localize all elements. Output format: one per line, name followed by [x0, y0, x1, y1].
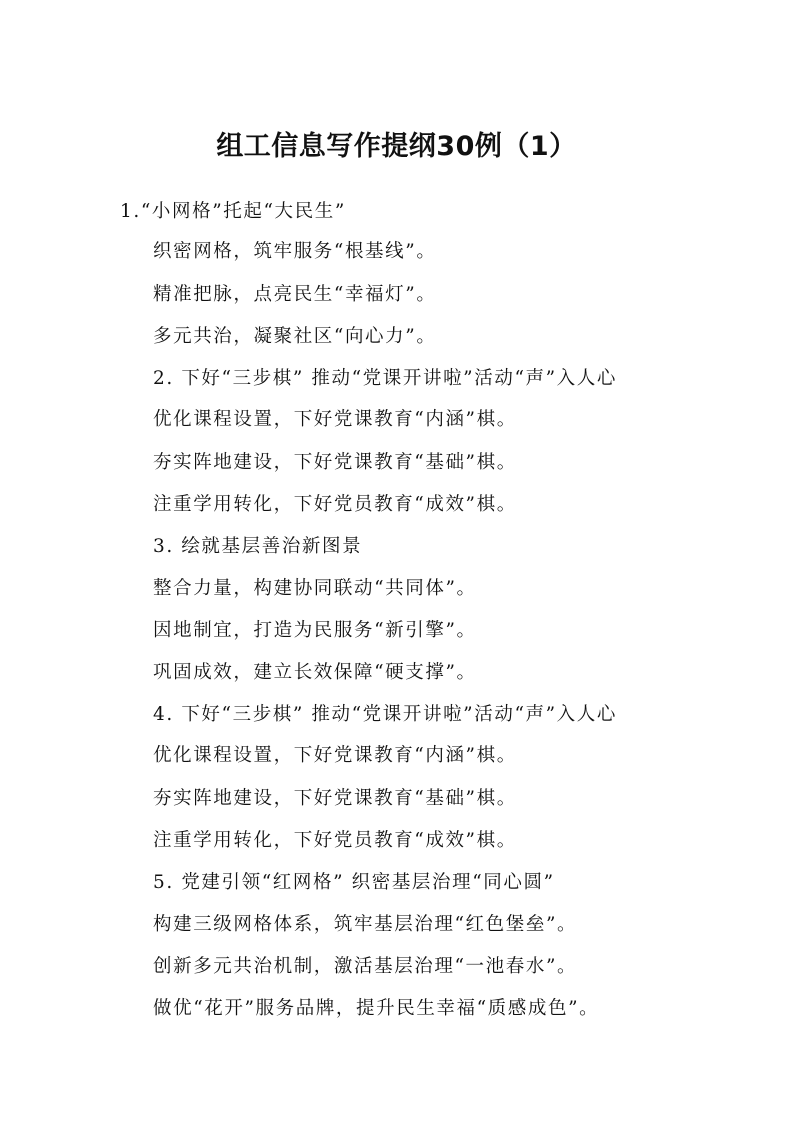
- heading-item-5: 5. 党建引领“红网格” 织密基层治理“同心圆”: [153, 872, 555, 893]
- text-line: 构建三级网格体系，筑牢基层治理“红色堡垒”。: [153, 914, 578, 935]
- heading-item-4: 4. 下好“三步棋” 推动“党课开讲啦”活动“声”入人心: [153, 704, 617, 725]
- heading-item-1: 1.“小网格”托起“大民生”: [120, 201, 346, 222]
- heading-item-2: 2. 下好“三步棋” 推动“党课开讲啦”活动“声”入人心: [153, 368, 617, 389]
- text-line: 夯实阵地建设，下好党课教育“基础”棋。: [153, 788, 517, 809]
- text-line: 注重学用转化，下好党员教育“成效”棋。: [153, 830, 517, 851]
- text-line: 织密网格，筑牢服务“根基线”。: [153, 241, 437, 262]
- text-line: 多元共治，凝聚社区“向心力”。: [153, 326, 437, 347]
- text-line: 因地制宜，打造为民服务“新引擎”。: [153, 620, 477, 641]
- text-line: 夯实阵地建设，下好党课教育“基础”棋。: [153, 452, 517, 473]
- text-line: 优化课程设置，下好党课教育“内涵”棋。: [153, 409, 517, 430]
- text-line: 注重学用转化，下好党员教育“成效”棋。: [153, 494, 517, 515]
- text-line: 精准把脉，点亮民生“幸福灯”。: [153, 284, 437, 305]
- text-line: 整合力量，构建协同联动“共同体”。: [153, 578, 477, 599]
- text-line: 巩固成效，建立长效保障“硬支撑”。: [153, 662, 477, 683]
- document-title: 组工信息写作提纲30例（1）: [216, 131, 577, 162]
- text-line: 做优“花开”服务品牌，提升民生幸福“质感成色”。: [153, 998, 600, 1019]
- text-line: 创新多元共治机制，激活基层治理“一池春水”。: [153, 956, 578, 977]
- text-line: 优化课程设置，下好党课教育“内涵”棋。: [153, 745, 517, 766]
- heading-item-3: 3. 绘就基层善治新图景: [153, 536, 363, 557]
